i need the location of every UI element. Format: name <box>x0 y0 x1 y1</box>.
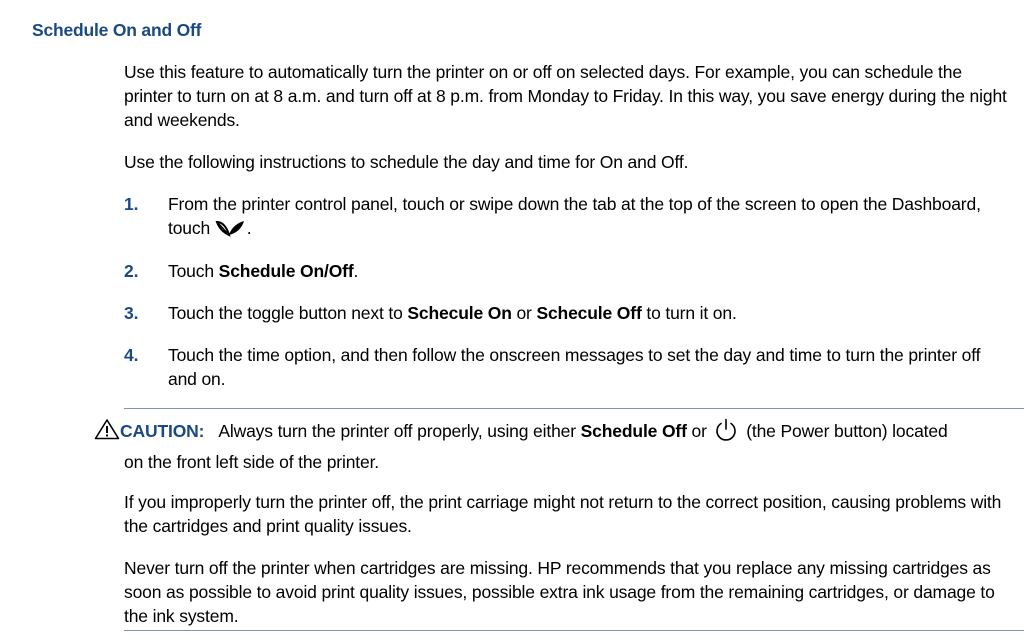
intro-paragraph: Use this feature to automatically turn the printer on or off on selected days. For example, you can schedule the printer to turn on at 8 a.m. and turn off at 8 p.m. from Monday to Friday. In this way, you save energy during the night and weekends. <box>124 62 1007 130</box>
step-2-pre: Touch <box>168 261 219 281</box>
step-number: 4. <box>124 345 139 365</box>
step-3-mid: or <box>511 303 537 323</box>
step-3-pre: Touch the toggle button next to <box>168 303 408 323</box>
missing-cartridges-paragraph: Never turn off the printer when cartridges are missing. HP recommends that you replace any missing cartridges as soon as possible to avoid print quality issues, possible extra ink usage from the remaining cartridges, or damage to the ink system. <box>124 558 995 626</box>
step-text <box>168 192 1008 240</box>
step-1-period: . <box>246 218 252 238</box>
instructions-paragraph: Use the following instructions to schedule the day and time for On and Off. <box>124 152 689 172</box>
step-3-post: to turn it on. <box>641 303 737 323</box>
caution-bottom-rule <box>124 630 1024 631</box>
power-icon <box>713 417 739 443</box>
section-title: Schedule On and Off <box>32 20 202 40</box>
improper-shutdown-paragraph: If you improperly turn the printer off, the print carriage might not return to the correct position, causing problems with the cartridges and print quality issues. <box>124 492 1002 536</box>
caution-text-post: (the Power button) located <box>741 421 948 441</box>
step-text <box>168 301 1008 325</box>
step-3-bold-on: Schecule On <box>407 303 512 323</box>
caution-label: CAUTION: <box>120 421 205 441</box>
caution-text-mid: or <box>686 421 712 441</box>
step-text: Touch the time option, and then follow the onscreen messages to set the day and time to turn the printer off and on. <box>168 345 981 389</box>
step-1-text: From the printer control panel, touch or swipe down the tab at the top of the screen to open the Dashboard, touch <box>168 194 981 238</box>
step-3-bold-off: Schecule Off <box>536 303 642 323</box>
step-number: 3. <box>124 303 139 323</box>
step-2-bold: Schedule On/Off <box>218 261 354 281</box>
step-2-post: . <box>353 261 359 281</box>
caution-bold: Schedule Off <box>580 421 687 441</box>
step-number: 1. <box>124 194 139 214</box>
caution-top-rule <box>124 408 1024 409</box>
caution-text-pre: Always turn the printer off properly, using either <box>218 421 581 441</box>
step-text <box>168 259 1008 283</box>
warning-triangle-icon <box>94 418 120 440</box>
caution-block <box>94 417 1024 474</box>
eco-leaf-icon <box>215 218 247 238</box>
caution-line-1 <box>94 417 1024 443</box>
step-number: 2. <box>124 261 139 281</box>
caution-line-2: on the front left side of the printer. <box>124 452 380 472</box>
